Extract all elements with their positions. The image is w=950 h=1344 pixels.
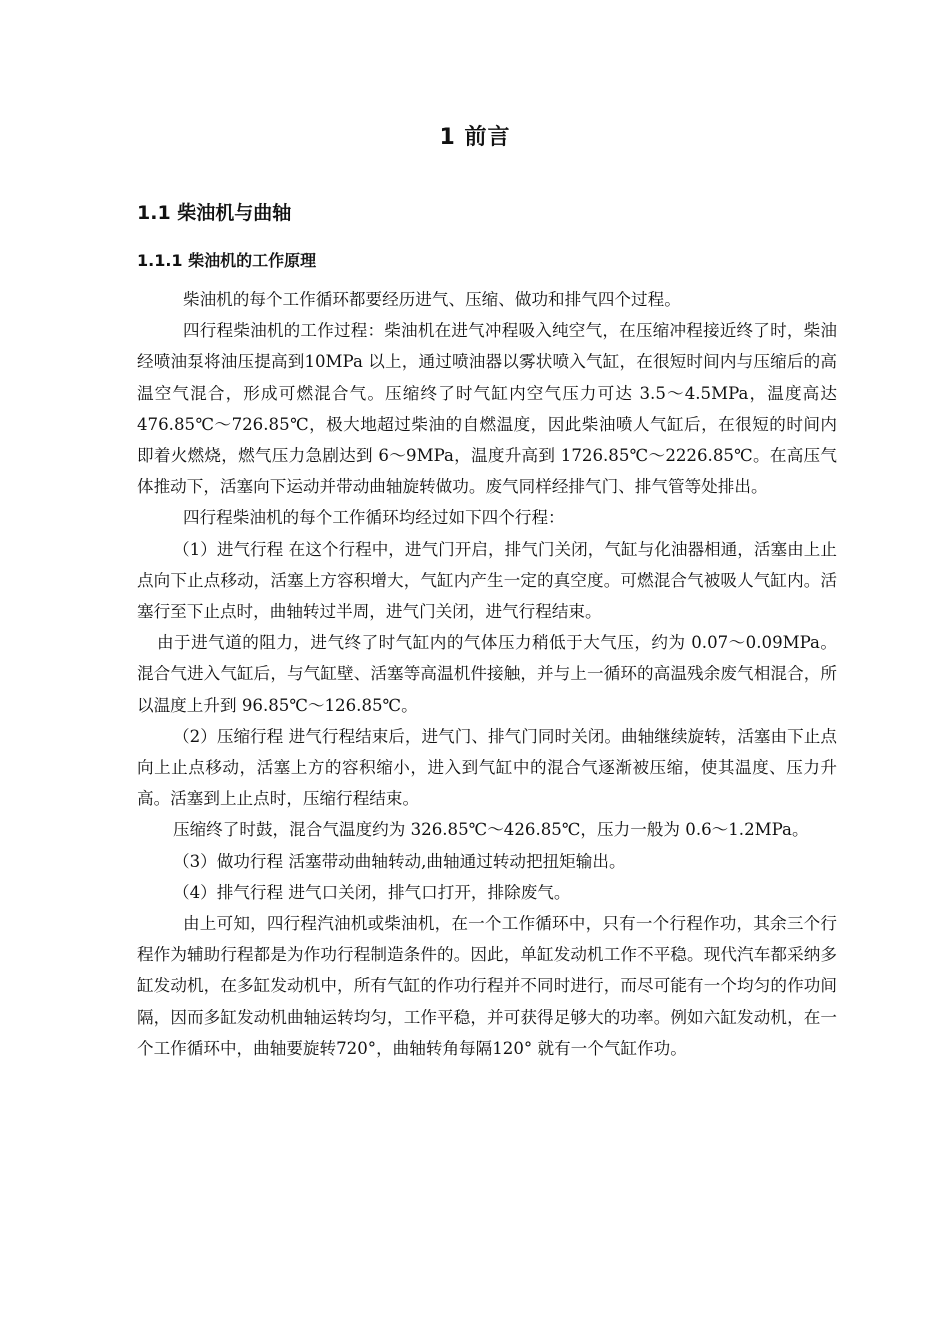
- paragraph-intake-stroke: （1）进气行程 在这个行程中，进气门开启，排气门关闭，气缸与化油器相通，活塞由上止点向下止点移动，活塞上方容积增大，气缸内产生一定的真空度。可燃混合气被吸人气缸内。活塞行至下止点时，曲轴转过半周，进气门关闭，进气行程结束。: [137, 539, 837, 622]
- paragraph-intro: 柴油机的每个工作循环都要经历进气、压缩、做功和排气四个过程。: [183, 290, 681, 309]
- chapter-title: 1 前言: [439, 125, 511, 150]
- paragraph-power-stroke: （3）做功行程 活塞带动曲轴转动,曲轴通过转动把扭矩输出。: [173, 851, 626, 871]
- subsection-title: 1.1.1 柴油机的工作原理: [137, 251, 317, 270]
- paragraph-exhaust-stroke: （4）排气行程 进气口关闭，排气口打开，排除废气。: [173, 882, 571, 902]
- paragraph-working-process: 四行程柴油机的工作过程：柴油机在进气冲程吸入纯空气，在压缩冲程接近终了时，柴油经喷油泵将油压提高到10MPa 以上，通过喷油器以雾状喷入气缸，在很短时间内与压缩后的高温空气混合，形成可燃混合气。压缩终了时气缸内空气压力可达 3.5～4.5MPa，温度高达 476.85℃～726.85℃，极大地超过柴油的自燃温度，因此柴油喷人气缸后，在很短的时间内即着火燃烧，燃气压力急剧达到 6～9MPa，温度升高到 1726.85℃～2226.85℃。在高压气体推动下，活塞向下运动并带动曲轴旋转做功。废气同样经排气门、排气管等处排出。: [137, 321, 837, 497]
- paragraph-conclusion: 由上可知，四行程汽油机或柴油机，在一个工作循环中，只有一个行程作功，其余三个行程作为辅助行程都是为作功行程制造条件的。因此，单缸发动机工作不平稳。现代汽车都采纳多缸发动机，在多缸发动机中，所有气缸的作功行程并不同时进行，而尽可能有一个均匀的作功间隔，因而多缸发动机曲轴运转均匀，工作平稳，并可获得足够大的功率。例如六缸发动机，在一个工作循环中，曲轴要旋转720°，曲轴转角每隔120° 就有一个气缸作功。: [137, 914, 837, 1058]
- paragraph-intake-pressure: 由于进气道的阻力，进气终了时气缸内的气体压力稍低于大气压，约为 0.07～0.09MPa。混合气进入气缸后，与气缸壁、活塞等高温机件接触，并与上一循环的高温残余废气相混合，所以温度上升到 96.85℃～126.85℃。: [137, 633, 837, 715]
- body-text: [137, 284, 837, 1064]
- paragraph-compression-end: 压缩终了时鼓，混合气温度约为 326.85℃～426.85℃，压力一般为 0.6～1.2MPa。: [173, 820, 809, 840]
- section-title: 1.1 柴油机与曲轴: [137, 202, 292, 224]
- paragraph-four-strokes: 四行程柴油机的每个工作循环均经过如下四个行程：: [183, 508, 565, 528]
- paragraph-compression-stroke: （2）压缩行程 进气行程结束后，进气门、排气门同时关闭。曲轴继续旋转，活塞由下止点向上止点移动，活塞上方的容积缩小，进入到气缸中的混合气逐渐被压缩，使其温度、压力升高。活塞到上止点时，压缩行程结束。: [137, 726, 837, 809]
